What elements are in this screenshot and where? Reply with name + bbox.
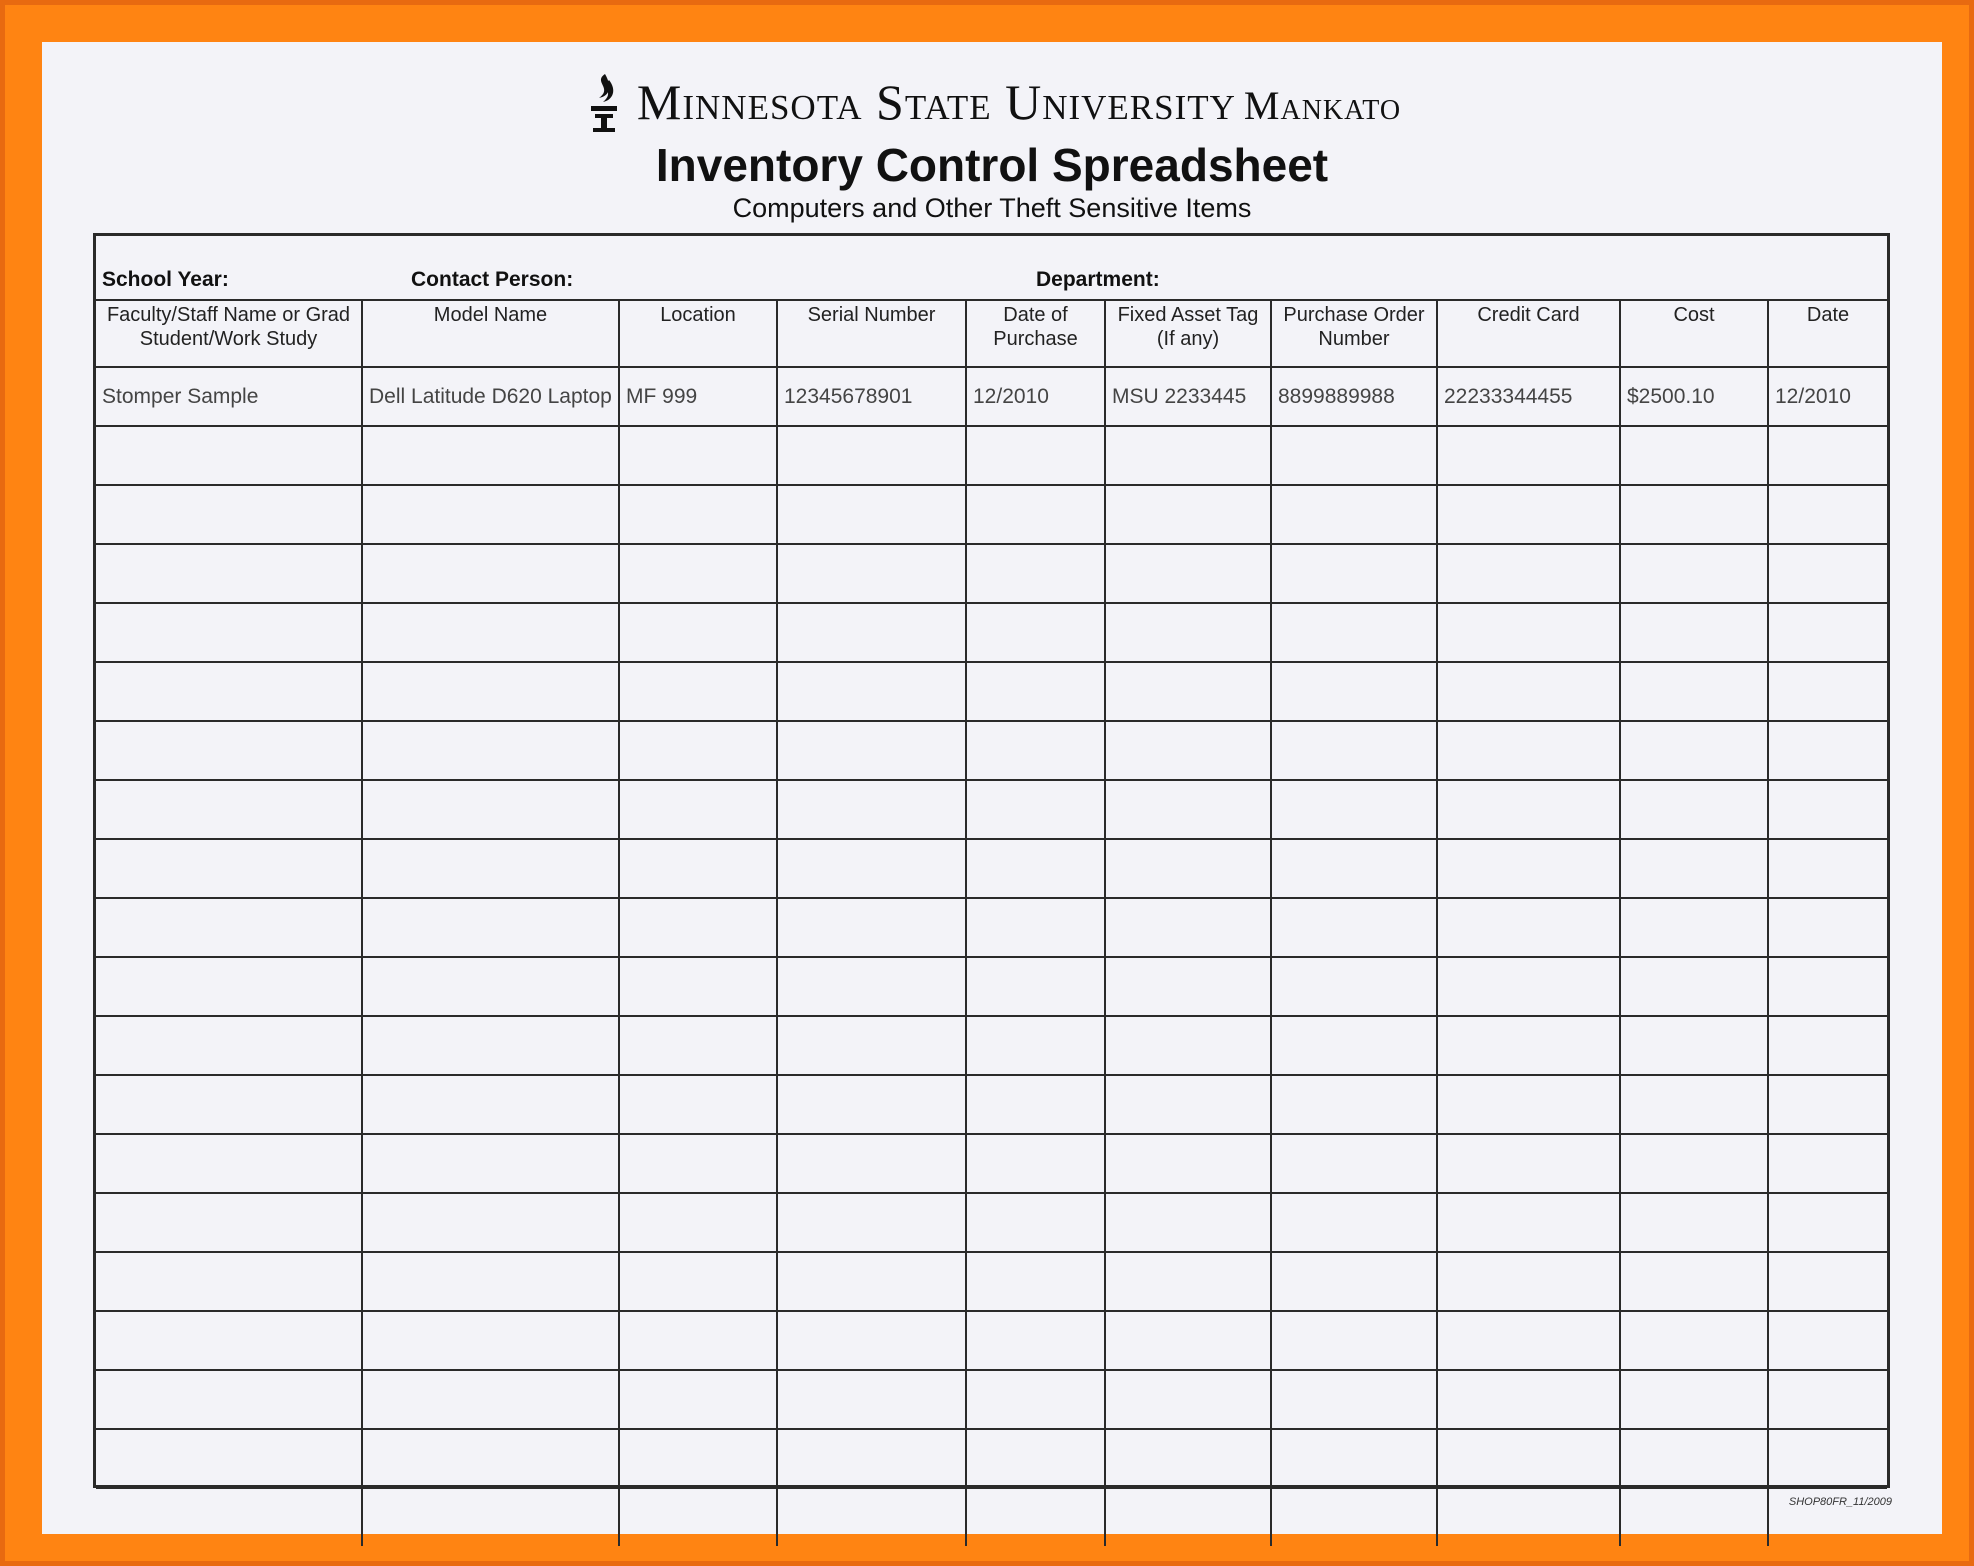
table-row xyxy=(96,426,1887,485)
table-cell[interactable] xyxy=(1768,721,1887,780)
table-cell[interactable] xyxy=(966,780,1105,839)
table-cell[interactable] xyxy=(1105,1016,1271,1075)
column-header: Location xyxy=(619,299,777,367)
table-cell[interactable] xyxy=(1271,1311,1437,1370)
table-cell[interactable] xyxy=(1768,839,1887,898)
table-cell[interactable] xyxy=(1271,839,1437,898)
table-cell[interactable] xyxy=(1768,426,1887,485)
column-header: Purchase Order Number xyxy=(1271,299,1437,367)
table-cell[interactable] xyxy=(1768,1193,1887,1252)
table-cell[interactable] xyxy=(362,662,619,721)
table-cell[interactable] xyxy=(1437,603,1620,662)
table-cell[interactable] xyxy=(362,1193,619,1252)
table-cell[interactable] xyxy=(1105,603,1271,662)
table-cell[interactable] xyxy=(1768,603,1887,662)
table-cell[interactable] xyxy=(1437,1075,1620,1134)
table-row xyxy=(96,544,1887,603)
table-cell[interactable]: $2500.10 xyxy=(1620,367,1768,426)
table-cell[interactable] xyxy=(619,780,777,839)
table-cell[interactable] xyxy=(966,1134,1105,1193)
table-cell[interactable] xyxy=(1105,1311,1271,1370)
table-cell[interactable] xyxy=(966,1016,1105,1075)
table-cell[interactable] xyxy=(1620,603,1768,662)
table-cell[interactable] xyxy=(1105,544,1271,603)
table-cell[interactable] xyxy=(1768,1134,1887,1193)
table-cell[interactable] xyxy=(777,1193,966,1252)
column-header: Faculty/Staff Name or Grad Student/Work Study xyxy=(96,299,362,367)
table-cell[interactable] xyxy=(362,721,619,780)
table-cell[interactable] xyxy=(966,1370,1105,1429)
table-cell[interactable] xyxy=(1768,957,1887,1016)
table-cell[interactable] xyxy=(1437,662,1620,721)
table-cell[interactable] xyxy=(619,1193,777,1252)
document-header xyxy=(42,42,1942,232)
table-cell[interactable] xyxy=(1620,1311,1768,1370)
table-row xyxy=(96,1311,1887,1370)
table-cell[interactable] xyxy=(1620,1370,1768,1429)
table-cell[interactable] xyxy=(1620,426,1768,485)
table-cell[interactable] xyxy=(96,1193,362,1252)
table-cell[interactable] xyxy=(619,603,777,662)
table-cell[interactable] xyxy=(1271,603,1437,662)
table-cell[interactable] xyxy=(96,780,362,839)
inventory-form xyxy=(93,233,1890,1488)
table-cell[interactable] xyxy=(1105,1488,1271,1546)
table-cell[interactable] xyxy=(1437,1016,1620,1075)
table-cell[interactable] xyxy=(1437,780,1620,839)
table-cell[interactable] xyxy=(1271,662,1437,721)
table-cell[interactable] xyxy=(96,603,362,662)
table-cell[interactable] xyxy=(619,1016,777,1075)
table-cell[interactable] xyxy=(777,1311,966,1370)
table-cell[interactable] xyxy=(1105,1134,1271,1193)
table-cell[interactable] xyxy=(619,1252,777,1311)
table-cell[interactable]: Stomper Sample xyxy=(96,367,362,426)
table-cell[interactable] xyxy=(1620,662,1768,721)
table-cell[interactable] xyxy=(1768,1311,1887,1370)
table-cell[interactable] xyxy=(619,1488,777,1546)
table-cell[interactable]: 22233344455 xyxy=(1437,367,1620,426)
table-cell[interactable] xyxy=(619,662,777,721)
table-cell[interactable] xyxy=(1620,780,1768,839)
table-cell[interactable] xyxy=(966,1429,1105,1488)
table-cell[interactable] xyxy=(362,1429,619,1488)
table-cell[interactable] xyxy=(1768,662,1887,721)
table-row xyxy=(96,1016,1887,1075)
table-cell[interactable] xyxy=(96,1016,362,1075)
table-cell[interactable] xyxy=(96,485,362,544)
table-cell[interactable] xyxy=(362,1075,619,1134)
table-cell[interactable] xyxy=(1768,544,1887,603)
table-cell[interactable] xyxy=(619,485,777,544)
table-cell[interactable] xyxy=(362,1370,619,1429)
table-cell[interactable] xyxy=(966,426,1105,485)
table-cell[interactable] xyxy=(96,1488,362,1546)
table-cell[interactable] xyxy=(1271,1488,1437,1546)
table-row xyxy=(96,721,1887,780)
table-cell[interactable] xyxy=(966,898,1105,957)
column-header: Cost xyxy=(1620,299,1768,367)
column-header: Date of Purchase xyxy=(966,299,1105,367)
table-cell[interactable] xyxy=(362,780,619,839)
table-cell[interactable] xyxy=(1437,485,1620,544)
table-cell[interactable] xyxy=(362,603,619,662)
table-cell[interactable] xyxy=(362,1311,619,1370)
table-cell[interactable] xyxy=(777,662,966,721)
table-cell[interactable] xyxy=(777,721,966,780)
table-cell[interactable] xyxy=(1105,957,1271,1016)
table-cell[interactable] xyxy=(96,1252,362,1311)
table-cell[interactable] xyxy=(966,1075,1105,1134)
table-cell[interactable] xyxy=(966,957,1105,1016)
table-cell[interactable] xyxy=(1105,1429,1271,1488)
inventory-table xyxy=(96,299,1887,1546)
university-main-name: Minnesota State University xyxy=(636,74,1236,130)
table-cell[interactable] xyxy=(619,721,777,780)
table-cell[interactable] xyxy=(1271,1193,1437,1252)
table-cell[interactable] xyxy=(1271,485,1437,544)
table-cell[interactable] xyxy=(1105,662,1271,721)
table-cell[interactable] xyxy=(619,1370,777,1429)
table-cell[interactable] xyxy=(1271,544,1437,603)
university-campus: Mankato xyxy=(1243,83,1402,128)
table-cell[interactable] xyxy=(96,1429,362,1488)
table-cell[interactable] xyxy=(1437,426,1620,485)
table-cell[interactable] xyxy=(619,839,777,898)
table-cell[interactable] xyxy=(96,839,362,898)
column-header: Fixed Asset Tag (If any) xyxy=(1105,299,1271,367)
table-cell[interactable] xyxy=(1768,1016,1887,1075)
table-cell[interactable] xyxy=(777,426,966,485)
table-cell[interactable] xyxy=(1105,485,1271,544)
table-cell[interactable] xyxy=(619,957,777,1016)
table-cell[interactable] xyxy=(96,662,362,721)
table-cell[interactable] xyxy=(362,957,619,1016)
table-cell[interactable]: MF 999 xyxy=(619,367,777,426)
table-cell[interactable] xyxy=(1105,1075,1271,1134)
table-cell[interactable]: 12345678901 xyxy=(777,367,966,426)
table-cell[interactable] xyxy=(966,1252,1105,1311)
table-cell[interactable] xyxy=(1620,1488,1768,1546)
school-year-label: School Year: xyxy=(102,268,229,291)
table-cell[interactable] xyxy=(362,898,619,957)
table-cell[interactable] xyxy=(1105,780,1271,839)
torch-icon xyxy=(583,70,623,134)
table-cell[interactable] xyxy=(1768,1370,1887,1429)
table-cell[interactable] xyxy=(1620,1429,1768,1488)
table-cell[interactable] xyxy=(1620,1075,1768,1134)
table-cell[interactable] xyxy=(1620,544,1768,603)
table-cell[interactable] xyxy=(1768,1075,1887,1134)
table-cell[interactable] xyxy=(966,1488,1105,1546)
table-cell[interactable] xyxy=(1620,485,1768,544)
table-cell[interactable] xyxy=(1271,721,1437,780)
table-cell[interactable] xyxy=(1620,1193,1768,1252)
table-cell[interactable] xyxy=(777,898,966,957)
table-cell[interactable] xyxy=(96,426,362,485)
table-cell[interactable] xyxy=(1437,544,1620,603)
table-cell[interactable] xyxy=(619,426,777,485)
table-cell[interactable] xyxy=(777,1252,966,1311)
table-cell[interactable] xyxy=(1271,1429,1437,1488)
table-cell[interactable] xyxy=(1271,898,1437,957)
table-cell[interactable] xyxy=(96,1075,362,1134)
table-cell[interactable] xyxy=(1271,1016,1437,1075)
table-cell[interactable] xyxy=(966,1311,1105,1370)
table-cell[interactable] xyxy=(619,1075,777,1134)
university-name xyxy=(637,73,1401,131)
table-row xyxy=(96,1134,1887,1193)
document-sheet xyxy=(42,42,1942,1534)
table-cell[interactable] xyxy=(966,839,1105,898)
table-cell[interactable] xyxy=(777,1016,966,1075)
table-cell[interactable] xyxy=(777,780,966,839)
table-cell[interactable] xyxy=(96,957,362,1016)
table-cell[interactable] xyxy=(619,544,777,603)
table-cell[interactable] xyxy=(1768,780,1887,839)
table-cell[interactable] xyxy=(1105,1370,1271,1429)
table-row xyxy=(96,1429,1887,1488)
column-header: Model Name xyxy=(362,299,619,367)
table-cell[interactable] xyxy=(96,898,362,957)
table-cell[interactable] xyxy=(777,1488,966,1546)
department-label: Department: xyxy=(1036,268,1160,291)
table-cell[interactable] xyxy=(362,544,619,603)
table-cell[interactable] xyxy=(1437,1488,1620,1546)
table-cell[interactable] xyxy=(1620,839,1768,898)
table-cell[interactable] xyxy=(1437,839,1620,898)
table-cell[interactable] xyxy=(1105,1252,1271,1311)
table-cell[interactable]: 12/2010 xyxy=(1768,367,1887,426)
table-cell[interactable] xyxy=(96,544,362,603)
column-header: Serial Number xyxy=(777,299,966,367)
table-cell[interactable] xyxy=(619,898,777,957)
table-cell[interactable] xyxy=(1271,1370,1437,1429)
table-cell[interactable] xyxy=(362,1134,619,1193)
table-row xyxy=(96,485,1887,544)
table-cell[interactable] xyxy=(619,1311,777,1370)
table-cell[interactable] xyxy=(777,1134,966,1193)
table-cell[interactable] xyxy=(1768,1429,1887,1488)
table-row xyxy=(96,603,1887,662)
table-cell[interactable] xyxy=(1271,426,1437,485)
table-row xyxy=(96,662,1887,721)
university-logo xyxy=(42,70,1942,134)
table-cell[interactable] xyxy=(1271,780,1437,839)
table-cell[interactable] xyxy=(362,485,619,544)
table-cell[interactable] xyxy=(777,603,966,662)
table-cell[interactable] xyxy=(1105,839,1271,898)
table-cell[interactable] xyxy=(1437,1193,1620,1252)
table-cell[interactable] xyxy=(777,485,966,544)
column-header: Credit Card xyxy=(1437,299,1620,367)
table-cell[interactable] xyxy=(96,1134,362,1193)
table-cell[interactable] xyxy=(1437,1370,1620,1429)
table-cell[interactable] xyxy=(1437,721,1620,780)
table-cell[interactable] xyxy=(1620,1016,1768,1075)
table-cell[interactable] xyxy=(1768,898,1887,957)
table-cell[interactable]: 12/2010 xyxy=(966,367,1105,426)
table-cell[interactable] xyxy=(362,426,619,485)
table-row xyxy=(96,1193,1887,1252)
table-cell[interactable] xyxy=(1620,898,1768,957)
table-cell[interactable] xyxy=(619,1134,777,1193)
table-row xyxy=(96,1075,1887,1134)
table-cell[interactable] xyxy=(1620,1134,1768,1193)
contact-person-label: Contact Person: xyxy=(411,268,574,291)
table-cell[interactable] xyxy=(1437,1311,1620,1370)
table-cell[interactable] xyxy=(966,662,1105,721)
page-subtitle: Computers and Other Theft Sensitive Items xyxy=(732,193,1252,223)
table-cell[interactable] xyxy=(1105,426,1271,485)
table-cell[interactable] xyxy=(966,721,1105,780)
table-cell[interactable] xyxy=(1768,1252,1887,1311)
table-cell[interactable] xyxy=(777,1075,966,1134)
table-cell[interactable] xyxy=(1105,721,1271,780)
table-cell[interactable] xyxy=(362,1252,619,1311)
table-cell[interactable] xyxy=(96,1311,362,1370)
table-cell[interactable] xyxy=(1437,1134,1620,1193)
table-cell[interactable] xyxy=(777,957,966,1016)
table-cell[interactable] xyxy=(966,544,1105,603)
table-cell[interactable] xyxy=(362,839,619,898)
table-cell[interactable] xyxy=(777,839,966,898)
table-cell[interactable] xyxy=(1768,485,1887,544)
table-cell[interactable] xyxy=(777,1370,966,1429)
table-cell[interactable] xyxy=(1620,1252,1768,1311)
table-cell[interactable] xyxy=(1271,1075,1437,1134)
table-cell[interactable]: MSU 2233445 xyxy=(1105,367,1271,426)
table-row xyxy=(96,1370,1887,1429)
table-cell[interactable] xyxy=(619,1429,777,1488)
table-cell[interactable] xyxy=(966,603,1105,662)
table-cell[interactable] xyxy=(966,485,1105,544)
table-row xyxy=(96,367,1887,426)
table-cell[interactable] xyxy=(1437,1429,1620,1488)
table-cell[interactable] xyxy=(1105,1193,1271,1252)
table-cell[interactable] xyxy=(362,1016,619,1075)
table-cell[interactable] xyxy=(1271,957,1437,1016)
table-cell[interactable] xyxy=(1437,957,1620,1016)
table-cell[interactable] xyxy=(1271,1134,1437,1193)
table-header-row xyxy=(96,299,1887,367)
table-cell[interactable] xyxy=(966,1193,1105,1252)
table-cell[interactable] xyxy=(1271,1252,1437,1311)
table-cell[interactable] xyxy=(1437,1252,1620,1311)
table-row xyxy=(96,957,1887,1016)
table-cell[interactable] xyxy=(777,544,966,603)
table-cell[interactable]: 8899889988 xyxy=(1271,367,1437,426)
form-code: SHOP80FR_11/2009 xyxy=(1788,1496,1892,1508)
table-cell[interactable] xyxy=(1105,898,1271,957)
table-cell[interactable] xyxy=(1437,898,1620,957)
table-body xyxy=(96,367,1887,1546)
table-row xyxy=(96,780,1887,839)
table-cell[interactable] xyxy=(1620,721,1768,780)
table-cell[interactable]: Dell Latitude D620 Laptop xyxy=(362,367,619,426)
table-cell[interactable] xyxy=(1620,957,1768,1016)
table-row xyxy=(96,898,1887,957)
table-cell[interactable] xyxy=(96,721,362,780)
table-row xyxy=(96,1252,1887,1311)
column-header: Date xyxy=(1768,299,1887,367)
table-row xyxy=(96,1488,1887,1546)
table-cell[interactable] xyxy=(362,1488,619,1546)
table-row xyxy=(96,839,1887,898)
table-cell[interactable] xyxy=(777,1429,966,1488)
table-cell[interactable] xyxy=(96,1370,362,1429)
form-info-row xyxy=(96,236,1887,301)
page-title: Inventory Control Spreadsheet xyxy=(655,139,1329,191)
